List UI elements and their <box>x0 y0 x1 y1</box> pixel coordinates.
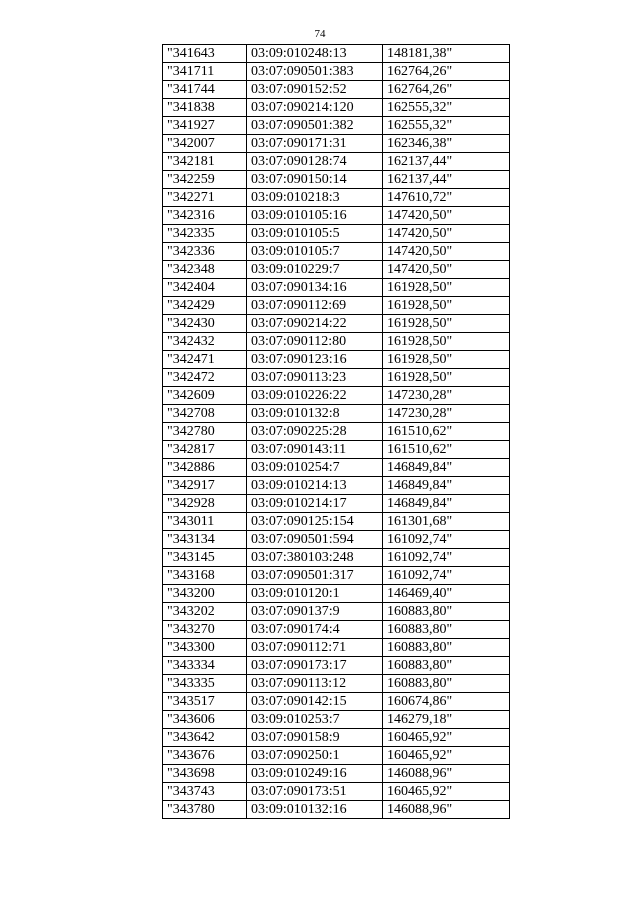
cadastral-number-cell: 03:09:010120:1 <box>247 585 383 603</box>
value-cell: 160883,80" <box>383 657 510 675</box>
value-cell: 147420,50" <box>383 261 510 279</box>
table-row <box>163 297 510 315</box>
cadastral-number-cell: 03:07:090214:22 <box>247 315 383 333</box>
table-row <box>163 513 510 531</box>
table-row <box>163 261 510 279</box>
value-cell: 160465,92" <box>383 783 510 801</box>
value-cell: 162137,44" <box>383 153 510 171</box>
record-id-cell: "343743 <box>163 783 247 801</box>
cadastral-number-cell: 03:07:090143:11 <box>247 441 383 459</box>
value-cell: 146279,18" <box>383 711 510 729</box>
record-id-cell: "342432 <box>163 333 247 351</box>
record-id-cell: "343642 <box>163 729 247 747</box>
value-cell: 160883,80" <box>383 639 510 657</box>
table-row <box>163 153 510 171</box>
cadastral-number-cell: 03:09:010132:8 <box>247 405 383 423</box>
table-row <box>163 549 510 567</box>
table-row <box>163 711 510 729</box>
table-row <box>163 693 510 711</box>
value-cell: 146849,84" <box>383 477 510 495</box>
record-id-cell: "342917 <box>163 477 247 495</box>
table-row <box>163 63 510 81</box>
value-cell: 162764,26" <box>383 81 510 99</box>
table-row <box>163 729 510 747</box>
table-row <box>163 585 510 603</box>
record-id-cell: "343698 <box>163 765 247 783</box>
cadastral-number-cell: 03:09:010214:13 <box>247 477 383 495</box>
value-cell: 147230,28" <box>383 387 510 405</box>
value-cell: 146469,40" <box>383 585 510 603</box>
cadastral-number-cell: 03:07:090113:23 <box>247 369 383 387</box>
table-row <box>163 801 510 819</box>
cadastral-number-cell: 03:07:090501:594 <box>247 531 383 549</box>
cadastral-number-cell: 03:09:010105:7 <box>247 243 383 261</box>
cadastral-number-cell: 03:07:090171:31 <box>247 135 383 153</box>
table-row <box>163 99 510 117</box>
value-cell: 161928,50" <box>383 315 510 333</box>
record-id-cell: "341744 <box>163 81 247 99</box>
cadastral-number-cell: 03:07:090173:51 <box>247 783 383 801</box>
table-row <box>163 207 510 225</box>
cadastral-number-cell: 03:09:010214:17 <box>247 495 383 513</box>
record-id-cell: "343676 <box>163 747 247 765</box>
record-id-cell: "342271 <box>163 189 247 207</box>
record-id-cell: "343168 <box>163 567 247 585</box>
record-id-cell: "343134 <box>163 531 247 549</box>
cadastral-number-cell: 03:07:090501:317 <box>247 567 383 585</box>
table-row <box>163 531 510 549</box>
record-id-cell: "342471 <box>163 351 247 369</box>
cadastral-number-cell: 03:07:090142:15 <box>247 693 383 711</box>
value-cell: 161092,74" <box>383 549 510 567</box>
cadastral-number-cell: 03:07:090134:16 <box>247 279 383 297</box>
value-cell: 160883,80" <box>383 675 510 693</box>
cadastral-number-cell: 03:07:090152:52 <box>247 81 383 99</box>
cadastral-number-cell: 03:09:010105:16 <box>247 207 383 225</box>
record-id-cell: "342181 <box>163 153 247 171</box>
record-id-cell: "341927 <box>163 117 247 135</box>
cadastral-number-cell: 03:07:090112:80 <box>247 333 383 351</box>
table-row <box>163 441 510 459</box>
cadastral-number-cell: 03:07:090174:4 <box>247 621 383 639</box>
value-cell: 161928,50" <box>383 369 510 387</box>
cadastral-number-cell: 03:07:090112:71 <box>247 639 383 657</box>
cadastral-number-cell: 03:09:010253:7 <box>247 711 383 729</box>
cadastral-number-cell: 03:09:010105:5 <box>247 225 383 243</box>
value-cell: 147230,28" <box>383 405 510 423</box>
table-row <box>163 171 510 189</box>
record-id-cell: "342316 <box>163 207 247 225</box>
record-id-cell: "343780 <box>163 801 247 819</box>
table-row <box>163 675 510 693</box>
value-cell: 161092,74" <box>383 531 510 549</box>
table-row <box>163 477 510 495</box>
value-cell: 161510,62" <box>383 423 510 441</box>
record-id-cell: "343334 <box>163 657 247 675</box>
record-id-cell: "341838 <box>163 99 247 117</box>
cadastral-number-cell: 03:09:010132:16 <box>247 801 383 819</box>
record-id-cell: "341643 <box>163 45 247 63</box>
value-cell: 162346,38" <box>383 135 510 153</box>
record-id-cell: "343517 <box>163 693 247 711</box>
record-id-cell: "343145 <box>163 549 247 567</box>
table-row <box>163 333 510 351</box>
cadastral-number-cell: 03:07:090137:9 <box>247 603 383 621</box>
table-row <box>163 81 510 99</box>
table-row <box>163 783 510 801</box>
cadastral-number-cell: 03:09:010226:22 <box>247 387 383 405</box>
value-cell: 160465,92" <box>383 729 510 747</box>
record-id-cell: "342609 <box>163 387 247 405</box>
record-id-cell: "342335 <box>163 225 247 243</box>
value-cell: 160883,80" <box>383 603 510 621</box>
table-row <box>163 189 510 207</box>
value-cell: 162555,32" <box>383 99 510 117</box>
value-cell: 146849,84" <box>383 495 510 513</box>
record-id-cell: "342348 <box>163 261 247 279</box>
record-id-cell: "342430 <box>163 315 247 333</box>
table-row <box>163 423 510 441</box>
cadastral-number-cell: 03:07:090128:74 <box>247 153 383 171</box>
value-cell: 161928,50" <box>383 297 510 315</box>
cadastral-number-cell: 03:07:090150:14 <box>247 171 383 189</box>
table-row <box>163 495 510 513</box>
cadastral-number-cell: 03:07:090501:382 <box>247 117 383 135</box>
value-cell: 147420,50" <box>383 225 510 243</box>
cadastral-number-cell: 03:09:010254:7 <box>247 459 383 477</box>
value-cell: 161092,74" <box>383 567 510 585</box>
value-cell: 147420,50" <box>383 243 510 261</box>
cadastral-number-cell: 03:07:090113:12 <box>247 675 383 693</box>
record-id-cell: "342429 <box>163 297 247 315</box>
cadastral-number-cell: 03:09:010249:16 <box>247 765 383 783</box>
value-cell: 162137,44" <box>383 171 510 189</box>
record-id-cell: "342928 <box>163 495 247 513</box>
cadastral-number-cell: 03:07:090501:383 <box>247 63 383 81</box>
record-id-cell: "343202 <box>163 603 247 621</box>
value-cell: 147420,50" <box>383 207 510 225</box>
table-row <box>163 387 510 405</box>
cadastral-number-cell: 03:07:090112:69 <box>247 297 383 315</box>
value-cell: 161928,50" <box>383 279 510 297</box>
table-row <box>163 459 510 477</box>
value-cell: 160674,86" <box>383 693 510 711</box>
cadastral-number-cell: 03:07:090250:1 <box>247 747 383 765</box>
cadastral-number-cell: 03:07:090158:9 <box>247 729 383 747</box>
table-body <box>163 45 510 819</box>
value-cell: 161301,68" <box>383 513 510 531</box>
record-id-cell: "343606 <box>163 711 247 729</box>
table-row <box>163 315 510 333</box>
record-id-cell: "343335 <box>163 675 247 693</box>
table-row <box>163 567 510 585</box>
cadastral-number-cell: 03:07:090123:16 <box>247 351 383 369</box>
cadastral-number-cell: 03:07:090125:154 <box>247 513 383 531</box>
value-cell: 146088,96" <box>383 765 510 783</box>
table-row <box>163 621 510 639</box>
table-row <box>163 405 510 423</box>
page-number: 74 <box>314 28 326 40</box>
record-id-cell: "343270 <box>163 621 247 639</box>
table-row <box>163 135 510 153</box>
cadastral-number-cell: 03:09:010229:7 <box>247 261 383 279</box>
record-id-cell: "342007 <box>163 135 247 153</box>
record-id-cell: "343011 <box>163 513 247 531</box>
table-row <box>163 351 510 369</box>
record-id-cell: "341711 <box>163 63 247 81</box>
cadastral-number-cell: 03:07:090173:17 <box>247 657 383 675</box>
value-cell: 161928,50" <box>383 351 510 369</box>
table-row <box>163 117 510 135</box>
table-row <box>163 657 510 675</box>
table-row <box>163 639 510 657</box>
value-cell: 160465,92" <box>383 747 510 765</box>
cadastral-number-cell: 03:09:010248:13 <box>247 45 383 63</box>
record-id-cell: "342472 <box>163 369 247 387</box>
record-id-cell: "343200 <box>163 585 247 603</box>
value-cell: 162555,32" <box>383 117 510 135</box>
cadastral-number-cell: 03:09:010218:3 <box>247 189 383 207</box>
value-cell: 146849,84" <box>383 459 510 477</box>
value-cell: 147610,72" <box>383 189 510 207</box>
cadastral-number-cell: 03:07:380103:248 <box>247 549 383 567</box>
record-id-cell: "342336 <box>163 243 247 261</box>
value-cell: 148181,38" <box>383 45 510 63</box>
table-row <box>163 369 510 387</box>
value-cell: 160883,80" <box>383 621 510 639</box>
record-id-cell: "343300 <box>163 639 247 657</box>
value-cell: 146088,96" <box>383 801 510 819</box>
table-row <box>163 603 510 621</box>
record-id-cell: "342259 <box>163 171 247 189</box>
table-row <box>163 747 510 765</box>
record-id-cell: "342404 <box>163 279 247 297</box>
value-cell: 162764,26" <box>383 63 510 81</box>
table-row <box>163 45 510 63</box>
record-id-cell: "342817 <box>163 441 247 459</box>
table-row <box>163 243 510 261</box>
value-cell: 161510,62" <box>383 441 510 459</box>
cadastral-number-cell: 03:07:090214:120 <box>247 99 383 117</box>
record-id-cell: "342780 <box>163 423 247 441</box>
table-row <box>163 225 510 243</box>
record-id-cell: "342708 <box>163 405 247 423</box>
record-id-cell: "342886 <box>163 459 247 477</box>
cadastral-number-cell: 03:07:090225:28 <box>247 423 383 441</box>
data-table <box>162 44 510 819</box>
value-cell: 161928,50" <box>383 333 510 351</box>
table-row <box>163 765 510 783</box>
table-row <box>163 279 510 297</box>
